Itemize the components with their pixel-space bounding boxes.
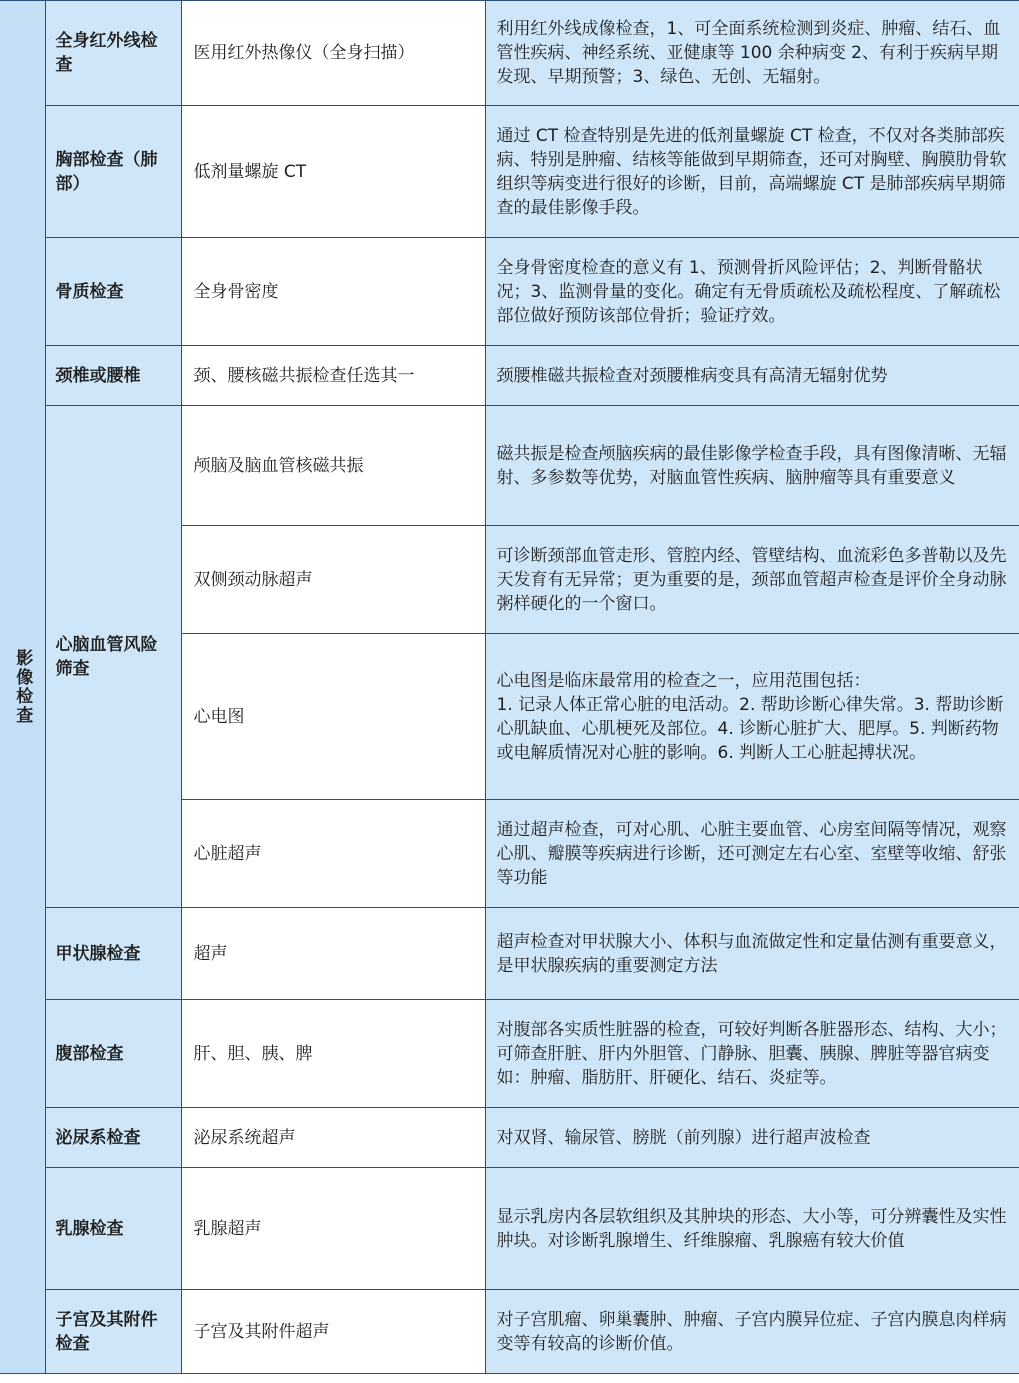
item-description: 显示乳房内各层软组织及其肿块的形态、大小等，可分辨囊性及实性肿块。对诊断乳腺增生、纤维腺瘤、乳腺癌有较大价值 <box>485 1168 1019 1290</box>
item-description: 心电图是临床最常用的检查之一，应用范围包括： 1. 记录人体正常心脏的电活动。2. 帮助诊断心律失常。3. 帮助诊断心肌缺血、心肌梗死及部位。4. 诊断心脏扩大、肥厚。5. 判断药物或电解质情况对心脏的影响。6. 判断人工心脏起搏状况。 <box>485 634 1019 800</box>
item-description: 对子宫肌瘤、卵巢囊肿、肿瘤、子宫内膜异位症、子宫内膜息肉样病变等有较高的诊断价值。 <box>485 1290 1019 1374</box>
item-name: 心脑血管风险筛查 <box>45 406 181 908</box>
project-name: 超声 <box>181 908 485 1000</box>
project-name: 乳腺超声 <box>181 1168 485 1290</box>
item-description: 全身骨密度检查的意义有 1、预测骨折风险评估；2、判断骨骼状况；3、监测骨量的变化。确定有无骨质疏松及疏松程度、了解疏松部位做好预防该部位骨折；验证疗效。 <box>485 238 1019 346</box>
project-name: 颅脑及脑血管核磁共振 <box>181 406 485 526</box>
category-cell: 影像检查 <box>0 1 45 1374</box>
item-name: 腹部检查 <box>45 1000 181 1108</box>
item-name: 颈椎或腰椎 <box>45 346 181 406</box>
project-name: 心电图 <box>181 634 485 800</box>
item-description: 磁共振是检查颅脑疾病的最佳影像学检查手段，具有图像清晰、无辐射、多参数等优势，对脑血管性疾病、脑肿瘤等具有重要意义 <box>485 406 1019 526</box>
item-description: 通过 CT 检查特别是先进的低剂量螺旋 CT 检查，不仅对各类肺部疾病、特别是肿瘤、结核等能做到早期筛查，还可对胸壁、胸膜肋骨软组织等病变进行很好的诊断，目前，高端螺旋 CT 是肺部疾病早期筛查的最佳影像手段。 <box>485 106 1019 238</box>
project-name: 肝、胆、胰、脾 <box>181 1000 485 1108</box>
project-name: 低剂量螺旋 CT <box>181 106 485 238</box>
item-name: 全身红外线检查 <box>45 1 181 106</box>
item-name: 甲状腺检查 <box>45 908 181 1000</box>
project-name: 心脏超声 <box>181 800 485 908</box>
project-name: 全身骨密度 <box>181 238 485 346</box>
item-description: 对双肾、输尿管、膀胱（前列腺）进行超声波检查 <box>485 1108 1019 1168</box>
project-name: 医用红外热像仪（全身扫描） <box>181 1 485 106</box>
project-name: 颈、腰核磁共振检查任选其一 <box>181 346 485 406</box>
item-name: 骨质检查 <box>45 238 181 346</box>
item-name: 乳腺检查 <box>45 1168 181 1290</box>
project-name: 子宫及其附件超声 <box>181 1290 485 1374</box>
item-description: 颈腰椎磁共振检查对颈腰椎病变具有高清无辐射优势 <box>485 346 1019 406</box>
item-description: 利用红外线成像检查，1、可全面系统检测到炎症、肿瘤、结石、血管性疾病、神经系统、亚健康等 100 余种病变 2、有利于疾病早期发现、早期预警；3、绿色、无创、无辐射。 <box>485 1 1019 106</box>
item-description: 超声检查对甲状腺大小、体积与血流做定性和定量估测有重要意义，是甲状腺疾病的重要测定方法 <box>485 908 1019 1000</box>
item-description: 对腹部各实质性脏器的检查，可较好判断各脏器形态、结构、大小；可筛查肝脏、肝内外胆管、门静脉、胆囊、胰腺、脾脏等器官病变如：肿瘤、脂肪肝、肝硬化、结石、炎症等。 <box>485 1000 1019 1108</box>
project-name: 泌尿系统超声 <box>181 1108 485 1168</box>
project-name: 双侧颈动脉超声 <box>181 526 485 634</box>
item-name: 子宫及其附件检查 <box>45 1290 181 1374</box>
item-name: 胸部检查（肺部） <box>45 106 181 238</box>
item-description: 通过超声检查，可对心肌、心脏主要血管、心房室间隔等情况，观察心肌、瓣膜等疾病进行诊断，还可测定左右心室、室壁等收缩、舒张等功能 <box>485 800 1019 908</box>
item-description: 可诊断颈部血管走形、管腔内经、管壁结构、血流彩色多普勒以及先天发育有无异常；更为重要的是，颈部血管超声检查是评价全身动脉粥样硬化的一个窗口。 <box>485 526 1019 634</box>
item-name: 泌尿系检查 <box>45 1108 181 1168</box>
